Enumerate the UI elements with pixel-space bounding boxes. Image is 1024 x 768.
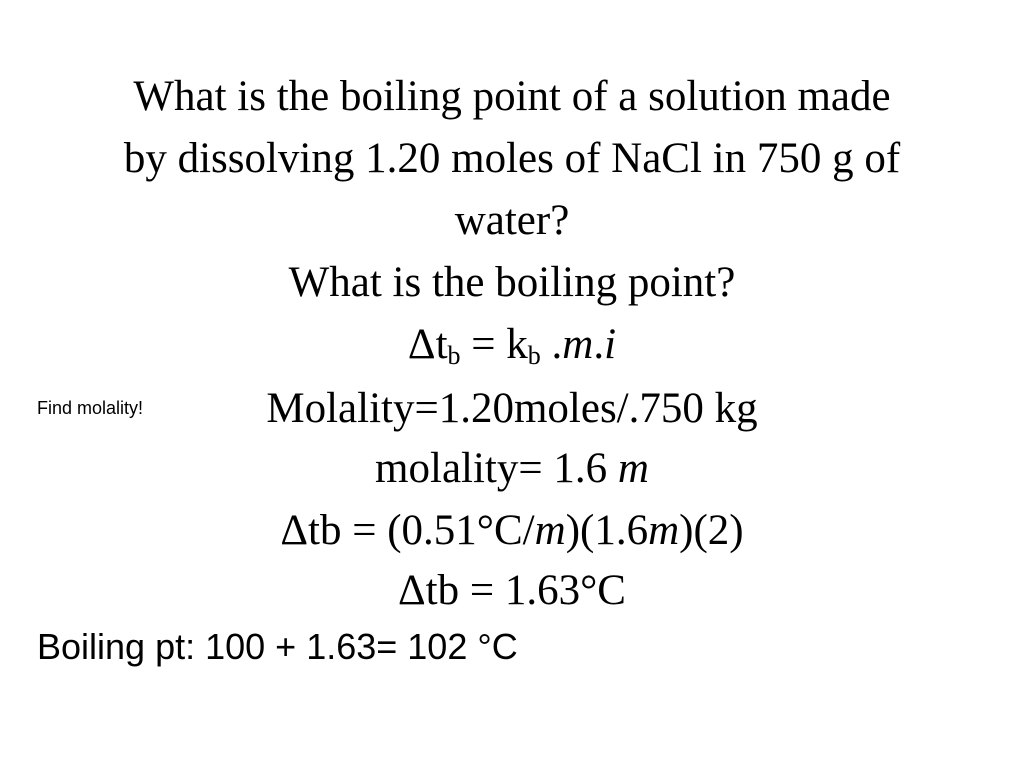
delta-calc-part-3: )(2) xyxy=(679,507,744,554)
formula-t-subscript: b xyxy=(447,341,461,370)
formula-i: i xyxy=(604,321,617,368)
delta-calc-part-2: )(1.6 xyxy=(565,507,649,554)
question-line-4: What is the boiling point? xyxy=(288,259,736,306)
boiling-point-answer: Boiling pt: 100 + 1.63= 102 °C xyxy=(37,626,518,667)
molality-calculation: Molality=1.20moles/.750 kg xyxy=(266,385,758,432)
delta-calc-m-2: m xyxy=(648,507,680,554)
delta-symbol: Δ xyxy=(407,321,436,368)
side-note: Find molality! xyxy=(37,398,144,418)
molality-result-unit: m xyxy=(617,445,649,492)
formula-dot-1: . xyxy=(540,321,563,368)
question-line-2: by dissolving 1.20 moles of NaCl in 750 g of xyxy=(123,135,901,182)
formula-k: k xyxy=(506,321,528,368)
delta-calc-m-1: m xyxy=(534,507,566,554)
question-line-1: What is the boiling point of a solution made xyxy=(133,73,891,120)
formula-dot-2: . xyxy=(593,321,605,368)
boiling-point-formula xyxy=(0,320,1024,370)
molality-result-text: molality= 1.6 xyxy=(375,445,618,492)
delta-tb-calculation xyxy=(0,506,1024,556)
delta-tb-result: Δtb = 1.63°C xyxy=(398,567,626,614)
formula-m: m xyxy=(562,321,594,368)
formula-equals: = xyxy=(460,321,507,368)
question-line-3: water? xyxy=(454,197,570,244)
formula-k-subscript: b xyxy=(527,341,541,370)
formula-t: t xyxy=(435,321,448,368)
molality-result xyxy=(0,444,1024,494)
delta-calc-part-1: Δtb = (0.51°C/ xyxy=(280,507,535,554)
